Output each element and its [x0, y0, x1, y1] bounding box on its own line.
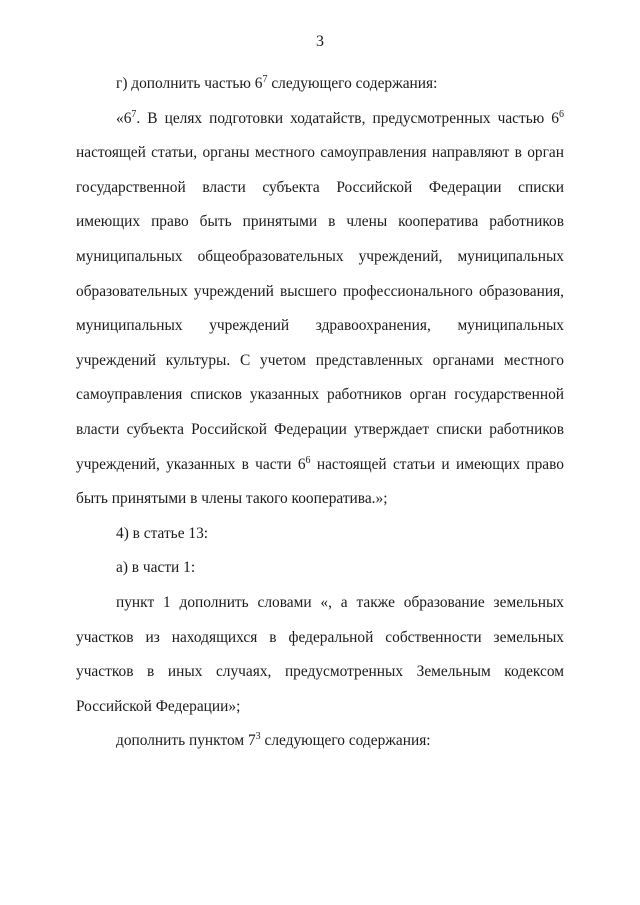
text: «6 — [116, 109, 132, 127]
text: г) дополнить частью 6 — [116, 75, 263, 92]
paragraph-part-6-7 — [76, 102, 564, 517]
superscript: 6 — [305, 454, 311, 466]
superscript: 7 — [262, 74, 268, 85]
text: настоящей статьи, органы местного самоуправления направляют в орган государственной власти субъекта Российской Федерации списки имеющих право быть принятыми в члены кооператива работников муниципальных общеобразовательных учреждений, муниципальных образовательных учреждений высшего профессионального образования, муниципальных учреждений здравоохранения, муниципальных учреждений культуры. С учетом представленных органами местного самоуправления списков указанных работников орган государственной власти субъекта Российской Федерации утверждает списки работников учреждений, указанных в части 6 — [76, 144, 564, 473]
paragraph-point-1: пункт 1 дополнить словами «, а также образование земельных участков из находящихся в федеральной собственности земельных участков в иных случаях, предусмотренных Земельным кодексом Российской Федерации»; — [76, 593, 564, 715]
text: . В целях подготовки ходатайств, предусмотренных частью 6 — [136, 109, 559, 127]
page-number: 3 — [316, 33, 324, 50]
text: дополнить пунктом 7 — [116, 732, 256, 750]
superscript: 7 — [131, 108, 137, 120]
superscript: 6 — [559, 108, 564, 120]
text: настоящей статьи и имеющих право быть принятыми в члены такого кооператива.»; — [76, 455, 564, 508]
paragraph-article-13: 4) в статье 13: — [116, 524, 209, 542]
paragraph-point-7-3 — [76, 724, 564, 759]
paragraph-amendment-g — [76, 67, 564, 102]
superscript: 3 — [255, 731, 261, 743]
document-body — [76, 67, 564, 759]
text: следующего содержания: — [267, 75, 438, 92]
paragraph-part-1: а) в части 1: — [116, 559, 196, 577]
text: следующего содержания: — [260, 732, 431, 750]
